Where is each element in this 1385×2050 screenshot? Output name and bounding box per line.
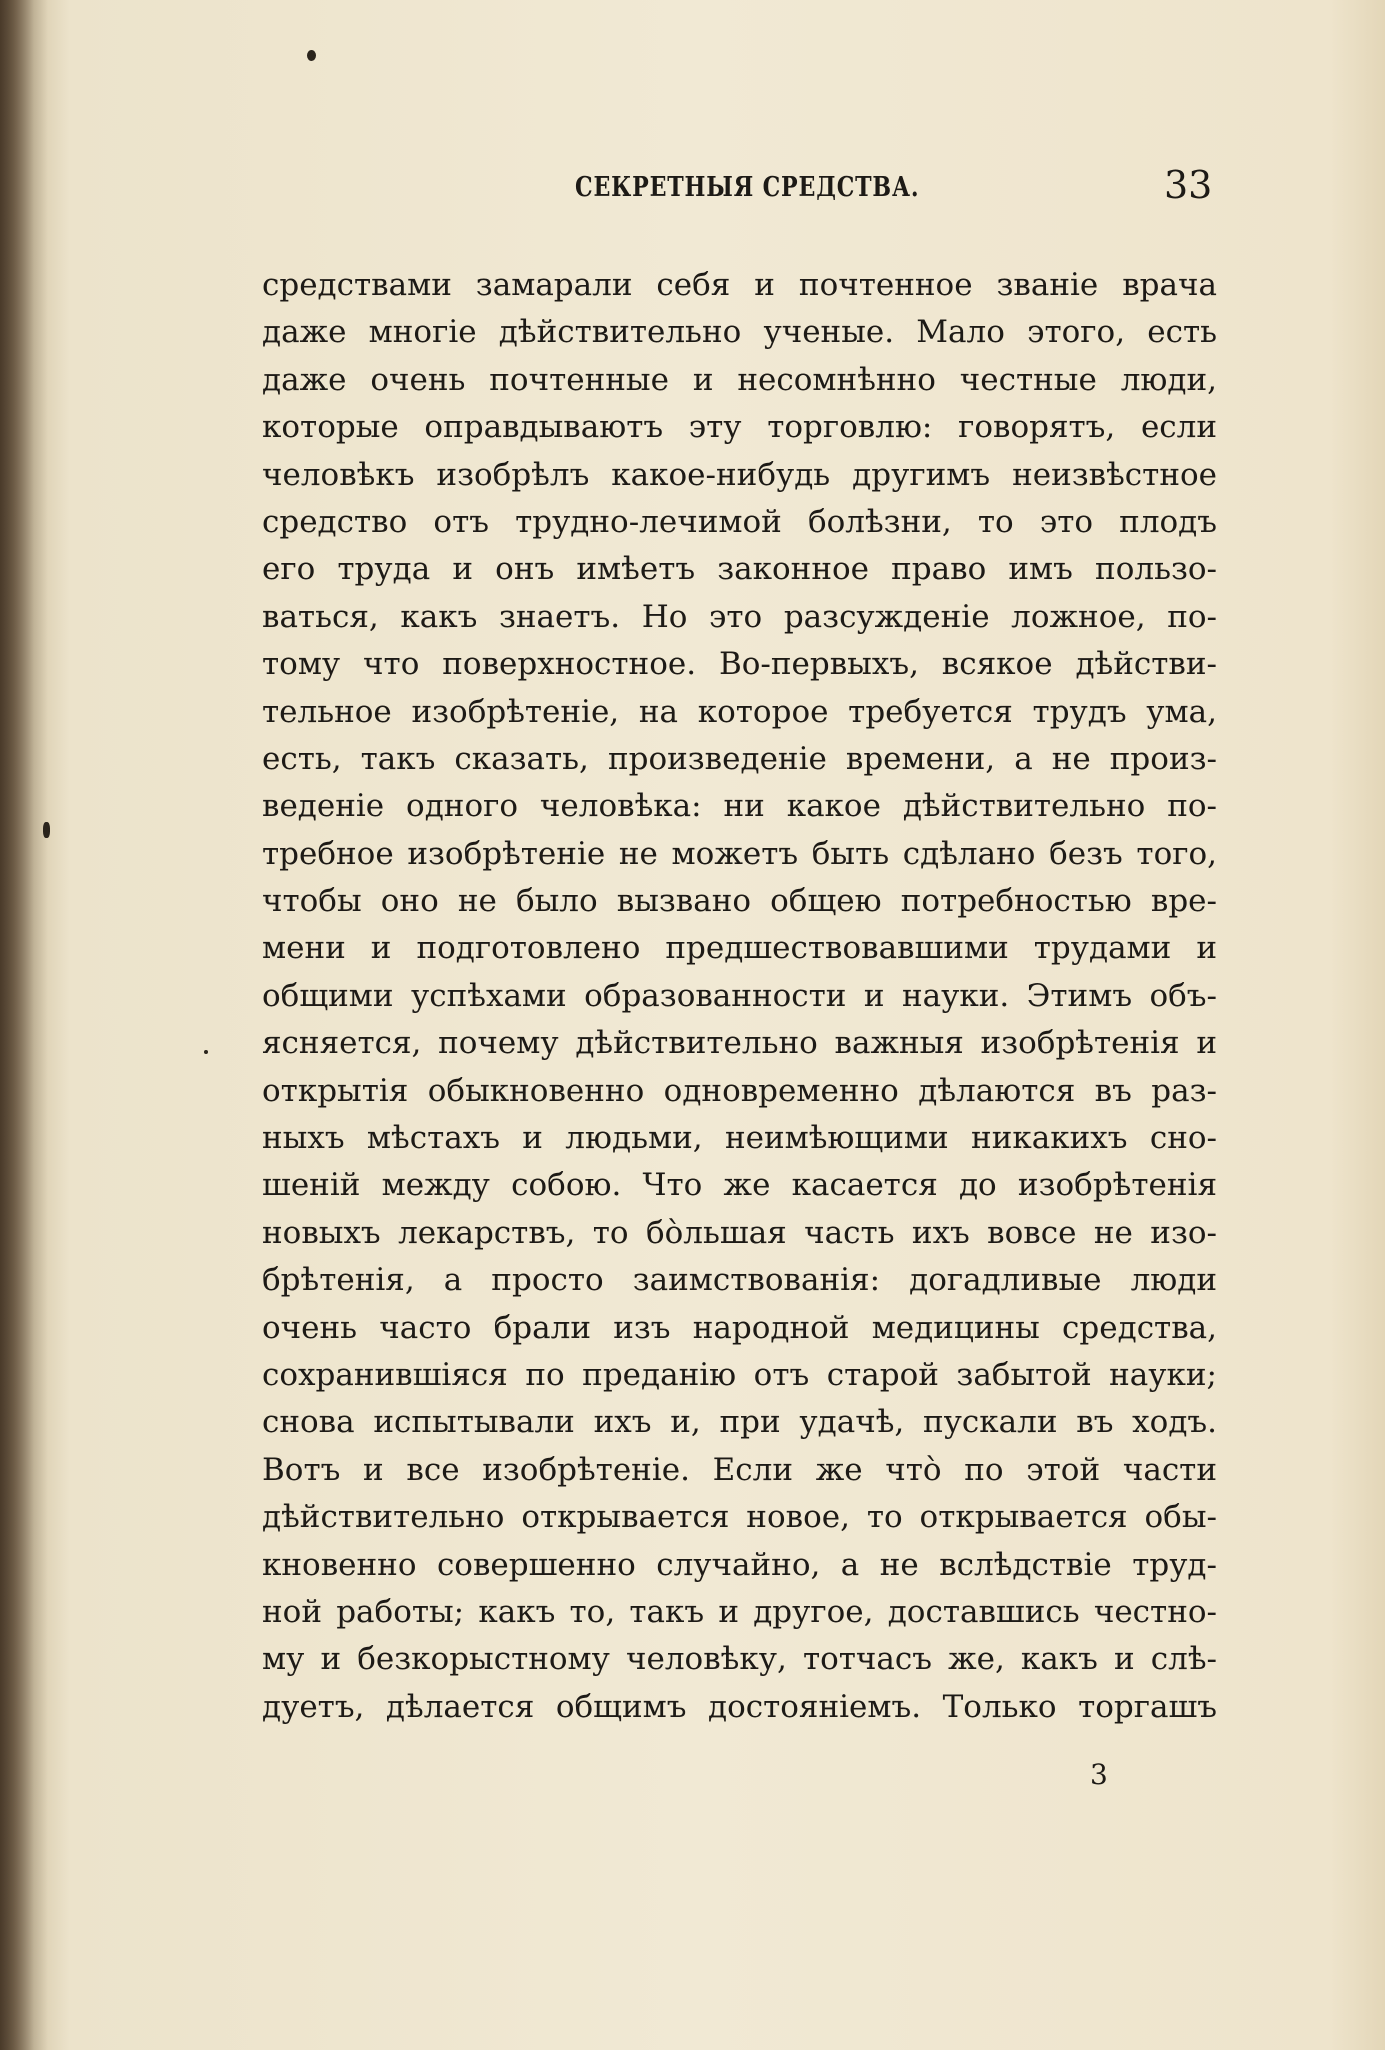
text-line: новыхъ лекарствъ, то бо̀льшая часть ихъ вовсе не изо- [262, 1214, 1217, 1251]
text-line: средствами замарали себя и почтенное званіе врача [262, 267, 1217, 303]
text-line: снова испытывали ихъ и, при удачѣ, пускали въ ходъ. [262, 1404, 1217, 1441]
text-line: ныхъ мѣстахъ и людьми, неимѣющими никакихъ сно- [262, 1120, 1217, 1157]
text-line: человѣкъ изобрѣлъ какое-нибудь другимъ неизвѣстное [262, 456, 1217, 493]
signature-mark: 3 [1090, 1758, 1108, 1791]
ink-speck [204, 1050, 208, 1054]
text-line: ной работы; какъ то, такъ и другое, доставшись честно- [262, 1593, 1217, 1630]
text-line: общими успѣхами образованности и науки. Этимъ объ- [262, 977, 1217, 1014]
text-line: ваться, какъ знаетъ. Но это разсужденіе ложное, по- [262, 598, 1217, 635]
text-line: которые оправдываютъ эту торговлю: говорятъ, если [262, 409, 1217, 446]
text-line: очень часто брали изъ народной медицины средства, [262, 1309, 1217, 1346]
body-text [262, 262, 1217, 1731]
text-line: веденіе одного человѣка: ни какое дѣйствительно по- [262, 788, 1217, 825]
text-line: даже многіе дѣйствительно ученые. Мало этого, есть [262, 314, 1217, 351]
ink-speck [307, 50, 316, 61]
page-number: 33 [1164, 163, 1213, 207]
text-line: тому что поверхностное. Во-первыхъ, всякое дѣйстви- [262, 646, 1217, 683]
text-line: му и безкорыстному человѣку, тотчасъ же, какъ и слѣ- [262, 1641, 1217, 1678]
text-line: средство отъ трудно-лечимой болѣзни, то это плодъ [262, 503, 1217, 540]
text-line: ясняется, почему дѣйствительно важныя изобрѣтенія и [262, 1025, 1217, 1062]
text-line: мени и подготовлено предшествовавшими трудами и [262, 930, 1217, 967]
text-line: открытія обыкновенно одновременно дѣлаются въ раз- [262, 1072, 1217, 1109]
text-line: сохранившіяся по преданію отъ старой забытой науки; [262, 1356, 1217, 1393]
text-line: брѣтенія, а просто заимствованія: догадливые люди [262, 1262, 1217, 1299]
text-line: есть, такъ сказать, произведеніе времени, а не произ- [262, 740, 1217, 777]
text-line: дуетъ, дѣлается общимъ достояніемъ. Только торгашъ [262, 1688, 1217, 1725]
text-line: кновенно совершенно случайно, а не вслѣдствіе труд- [262, 1546, 1217, 1583]
text-line: дѣйствительно открывается новое, то открывается обы- [262, 1499, 1217, 1536]
text-line: даже очень почтенные и несомнѣнно честные люди, [262, 361, 1217, 398]
ink-speck [43, 822, 50, 838]
text-line: Вотъ и все изобрѣтеніе. Если же что̀ по этой части [262, 1451, 1217, 1488]
text-line: тельное изобрѣтеніе, на которое требуется трудъ ума, [262, 693, 1217, 730]
running-title: СЕКРЕТНЫЯ СРЕДСТВА. [575, 172, 920, 203]
text-line: чтобы оно не было вызвано общею потребностью вре- [262, 883, 1217, 920]
text-line: его труда и онъ имѣетъ законное право имъ пользо- [262, 551, 1217, 588]
binding-shadow [0, 0, 48, 2050]
text-line: требное изобрѣтеніе не можетъ быть сдѣлано безъ того, [262, 835, 1217, 872]
text-line: шеній между собою. Что же касается до изобрѣтенія [262, 1167, 1217, 1204]
